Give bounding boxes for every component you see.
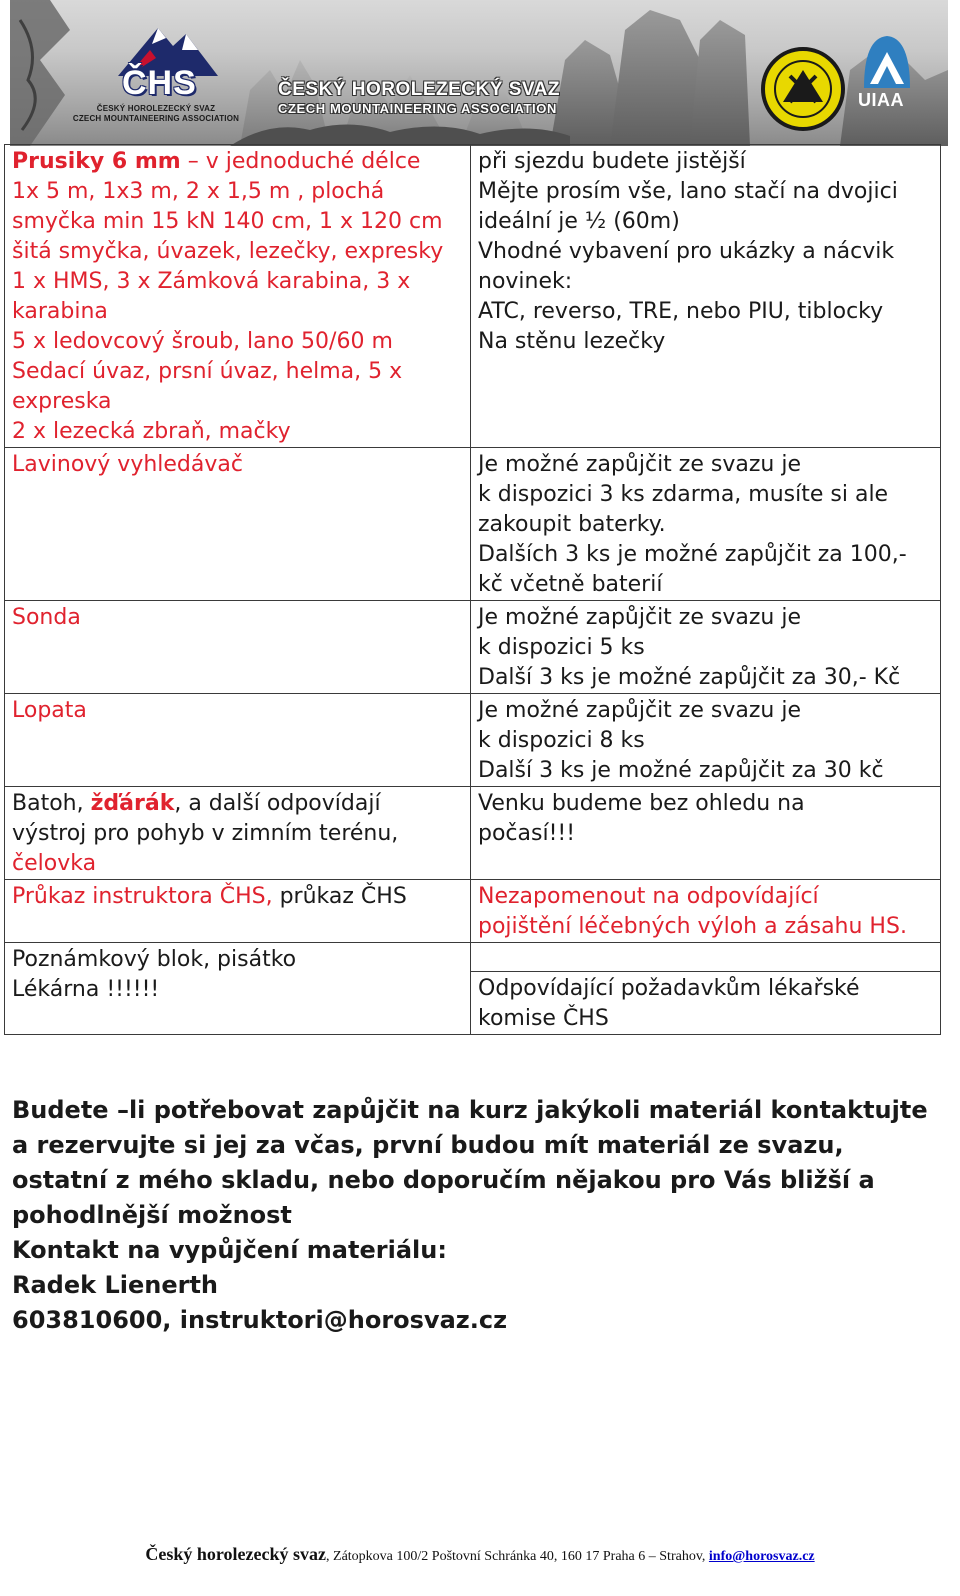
cell-text: ATC, reverso, TRE, nebo PIU, tiblocky — [478, 299, 884, 324]
cell-text: šitá smyčka, úvazek, lezečky, expresky — [12, 239, 444, 264]
cell-text: Je možné zapůjčit ze svazu je — [478, 698, 801, 723]
note-cell — [471, 943, 941, 972]
cell-line — [478, 207, 934, 237]
cell-line — [12, 297, 464, 327]
logo-letters: ČHS — [122, 64, 197, 102]
note-cell — [471, 972, 941, 1035]
cell-text: zakoupit baterky. — [478, 512, 666, 537]
cell-text: při sjezdu budete jistější — [478, 149, 746, 174]
cell-text: Lékárna !!!!!! — [12, 977, 160, 1002]
cell-line — [478, 237, 934, 267]
cell-text: Venku budeme bez ohledu na — [478, 791, 805, 816]
note-cell — [471, 448, 941, 601]
cell-line — [478, 267, 934, 297]
cell-line — [12, 327, 464, 357]
cell-line — [478, 603, 934, 633]
cell-text: Poznámkový blok, pisátko — [12, 947, 297, 972]
cell-text: smyčka min 15 kN 140 cm, 1 x 120 cm — [12, 209, 443, 234]
cell-text: novinek: — [478, 269, 573, 294]
cell-text: k dispozici 8 ks — [478, 728, 645, 753]
table-row — [5, 880, 941, 943]
item-cell — [5, 601, 471, 694]
cell-line — [478, 633, 934, 663]
association-title-en: CZECH MOUNTAINEERING ASSOCIATION — [278, 101, 557, 116]
cell-text: 5 x ledovcový šroub, lano 50/60 m — [12, 329, 393, 354]
cell-line — [478, 789, 934, 819]
cell-line — [478, 974, 934, 1004]
cell-text: karabina — [12, 299, 108, 324]
equipment-table — [4, 144, 941, 1035]
cell-line — [478, 297, 934, 327]
item-cell — [5, 787, 471, 880]
table-row — [5, 601, 941, 694]
note-cell — [471, 694, 941, 787]
cell-line — [478, 663, 934, 693]
item-cell — [5, 943, 471, 1035]
table-row — [5, 787, 941, 880]
cell-line — [478, 480, 934, 510]
club-seal-icon — [758, 44, 848, 134]
logo-line-1: ČESKÝ HOROLEZECKÝ SVAZ — [96, 104, 216, 113]
cell-text: , a další odpovídají — [174, 791, 381, 816]
cell-text: kč včetně baterií — [478, 572, 663, 597]
item-cell — [5, 880, 471, 943]
cell-line — [12, 849, 464, 879]
cell-line — [12, 789, 464, 819]
cell-text: k dispozici 5 ks — [478, 635, 645, 660]
rental-notice — [12, 1093, 942, 1338]
note-cell — [471, 880, 941, 943]
cell-text: ideální je ½ (60m) — [478, 209, 680, 234]
footer-address: , Zátopkova 100/2 Poštovní Schránka 40, 160 17 Praha 6 – Strahov, — [326, 1549, 709, 1564]
cell-line — [12, 450, 464, 480]
cell-line — [12, 147, 464, 177]
uiaa-label: UIAA — [858, 90, 904, 110]
logo-line-2: CZECH MOUNTAINEERING ASSOCIATION — [72, 114, 240, 123]
cell-line — [478, 570, 934, 600]
cell-text: k dispozici 3 ks zdarma, musíte si ale — [478, 482, 889, 507]
note-cell — [471, 787, 941, 880]
cell-text: Nezapomenout na odpovídající — [478, 884, 819, 909]
cell-line — [12, 696, 464, 726]
cell-text: expreska — [12, 389, 112, 414]
cell-line — [478, 540, 934, 570]
cell-line — [12, 603, 464, 633]
item-cell — [5, 145, 471, 448]
cell-line — [478, 819, 934, 849]
cell-text: Lopata — [12, 698, 87, 723]
cell-text: 1x 5 m, 1x3 m, 2 x 1,5 m , plochá — [12, 179, 385, 204]
cell-text: Prusiky 6 mm — [12, 149, 181, 174]
cell-line — [12, 267, 464, 297]
footer-email-link[interactable]: info@horosvaz.cz — [708, 1549, 815, 1564]
cell-text: komise ČHS — [478, 1006, 609, 1031]
cell-line — [478, 756, 934, 786]
table-row — [5, 448, 941, 601]
cell-text: žďárák — [90, 791, 175, 816]
cell-text: Je možné zapůjčit ze svazu je — [478, 605, 801, 630]
association-title-cz: ČESKÝ HOROLEZECKÝ SVAZ — [278, 79, 560, 100]
cell-line — [12, 387, 464, 417]
note-cell — [471, 145, 941, 448]
item-cell — [5, 448, 471, 601]
cell-line — [478, 696, 934, 726]
cell-text: čelovka — [12, 851, 97, 876]
notice-line: Budete –li potřebovat zapůjčit na kurz jakýkoli materiál kontaktujte — [12, 1096, 928, 1124]
notice-line: a rezervujte si jej za včas, první budou mít materiál ze svazu, — [12, 1131, 844, 1159]
footer — [0, 1544, 960, 1565]
cell-line — [478, 450, 934, 480]
cell-text: pojištění léčebných výloh a zásahu HS. — [478, 914, 907, 939]
note-cell — [471, 601, 941, 694]
cell-line — [12, 207, 464, 237]
cell-line — [478, 147, 934, 177]
cell-line — [478, 912, 934, 942]
header-banner — [10, 0, 948, 146]
cell-text: Na stěnu lezečky — [478, 329, 666, 354]
cell-line — [478, 327, 934, 357]
cell-text: – v jednoduché délce — [180, 149, 421, 174]
cell-text: 2 x lezecká zbraň, mačky — [12, 419, 291, 444]
cell-line — [12, 237, 464, 267]
cell-text: průkaz ČHS — [272, 884, 407, 909]
cell-text: Batoh, — [12, 791, 91, 816]
table-row — [5, 145, 941, 448]
cell-text: 1 x HMS, 3 x Zámková karabina, 3 x — [12, 269, 411, 294]
cell-line — [478, 177, 934, 207]
cell-line — [12, 417, 464, 447]
cell-text: výstroj pro pohyb v zimním terénu, — [12, 821, 399, 846]
notice-line: pohodlnější možnost — [12, 1201, 292, 1229]
footer-org: Český horolezecký svaz — [145, 1544, 327, 1564]
cell-line — [478, 510, 934, 540]
cell-line — [12, 882, 464, 912]
table-row — [5, 694, 941, 787]
notice-line: Radek Lienerth — [12, 1271, 219, 1299]
cell-text: Dalších 3 ks je možné zapůjčit za 100,- — [478, 542, 907, 567]
cell-line — [12, 177, 464, 207]
cell-text: počasí!!! — [478, 821, 576, 846]
cell-line — [12, 819, 464, 849]
cell-text: Další 3 ks je možné zapůjčit za 30,- Kč — [478, 665, 901, 690]
cell-line — [478, 1004, 934, 1034]
cell-text: Sedací úvaz, prsní úvaz, helma, 5 x — [12, 359, 403, 384]
cell-text: Průkaz instruktora ČHS, — [12, 884, 273, 909]
cell-text: Odpovídající požadavkům lékařské — [478, 976, 860, 1001]
cell-line — [12, 975, 464, 1005]
cell-text: Mějte prosím vše, lano stačí na dvojici — [478, 179, 898, 204]
cell-text: Sonda — [12, 605, 81, 630]
cell-text: Lavinový vyhledávač — [12, 452, 243, 477]
cell-line — [12, 357, 464, 387]
cell-line — [478, 882, 934, 912]
notice-line: ostatní z mého skladu, nebo doporučím nějakou pro Vás bližší a — [12, 1166, 875, 1194]
table-row — [5, 943, 941, 972]
item-cell — [5, 694, 471, 787]
cell-line — [12, 945, 464, 975]
cell-line — [478, 726, 934, 756]
cell-text: Vhodné vybavení pro ukázky a nácvik — [478, 239, 895, 264]
cell-text: Je možné zapůjčit ze svazu je — [478, 452, 801, 477]
notice-line: 603810600, instruktori@horosvaz.cz — [12, 1306, 508, 1334]
cell-text: Další 3 ks je možné zapůjčit za 30 kč — [478, 758, 884, 783]
notice-line: Kontakt na vypůjčení materiálu: — [12, 1236, 447, 1264]
